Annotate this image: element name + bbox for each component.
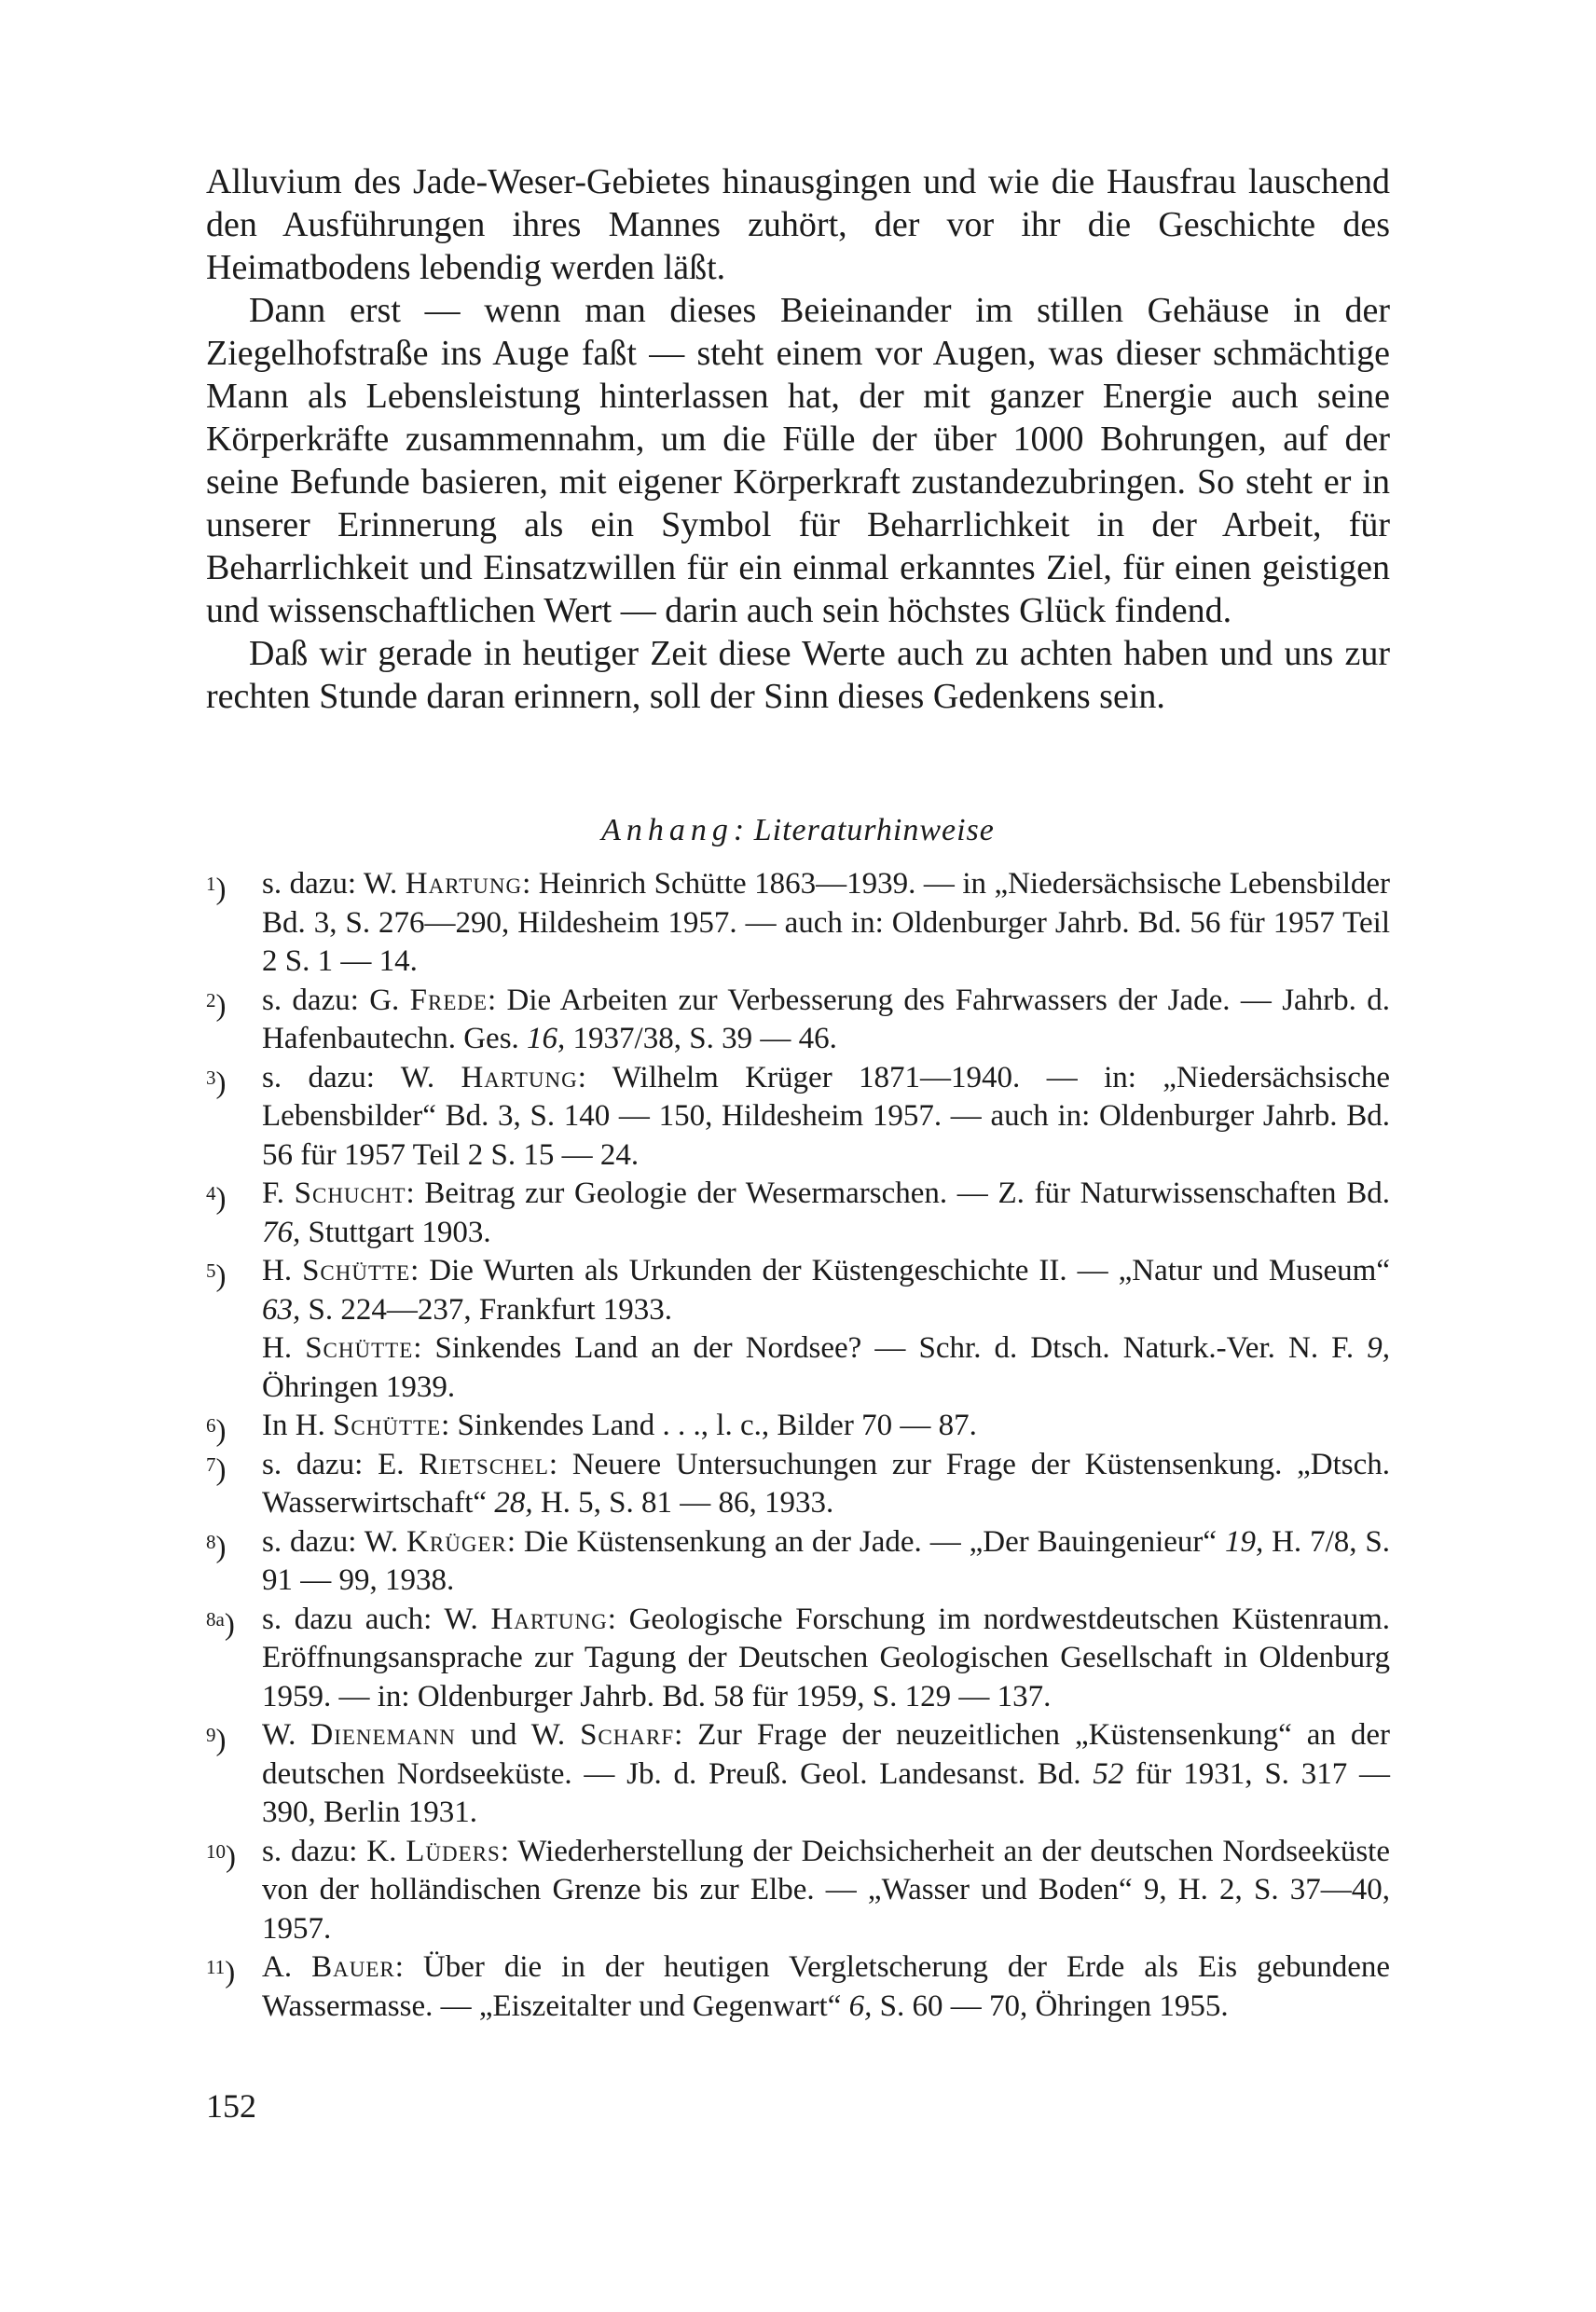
footnote-text: s. dazu: W. — [262, 1060, 461, 1094]
footnote-text: 1937/38, S. 39 — 46. — [565, 1022, 837, 1055]
footnote-text: H. — [262, 1331, 306, 1365]
footnote-text: : Die Wurten als Urkunden der Küstengeschichte II. — „Natur und Museum“ — [410, 1254, 1390, 1287]
footnote-number-value: 4 — [206, 1182, 216, 1204]
footnote-number: $^6$) — [206, 1414, 227, 1448]
footnote-text: : Neuere Untersuchungen zur Frage der Küstensenkung. „Dtsch. Wasserwirtschaft“ — [262, 1447, 1390, 1520]
footnote-text: H. — [262, 1254, 303, 1287]
author-name: Schütte — [302, 1254, 411, 1287]
footnote-text: : Sinkendes Land an der Nordsee? — Schr. d. Dtsch. Naturk.-Ver. N. F. — [413, 1331, 1368, 1365]
footnote-number: $^2$) — [206, 988, 227, 1023]
footnote-text: S. 60 — 70, Öhringen 1955. — [872, 1989, 1229, 2023]
footnote-text: F. — [262, 1177, 295, 1210]
body-text — [206, 160, 1390, 718]
footnote-text: : Sinkendes Land . . ., l. c., Bilder 70 — 87. — [441, 1409, 977, 1442]
page-number: 152 — [206, 2087, 256, 2125]
footnote-number: $^4$) — [206, 1182, 227, 1216]
footnote-list — [206, 865, 1390, 2026]
footnote-text: s. dazu auch: W. — [262, 1602, 491, 1636]
footnote-text: : Beitrag zur Geologie der Wesermarschen. — Z. für Naturwissenschaften Bd. — [406, 1177, 1390, 1210]
footnote — [206, 1059, 1390, 1176]
footnote-text: s. dazu: K. — [262, 1834, 406, 1868]
footnote-text: : Heinrich Schütte 1863—1939. — in „Niedersächsische Lebensbilder Bd. 3, S. 276—290, Hildesheim 1957. — auch in: Oldenburger Jahrb. Bd. 56 für 1957 Teil 2 S. 1 — 14. — [262, 867, 1390, 978]
author-name: Krüger — [406, 1524, 507, 1559]
footnote — [206, 1175, 1390, 1252]
author-name: Bauer — [311, 1950, 395, 1984]
footnote-number-value: 8 — [206, 1530, 216, 1553]
footnote — [206, 1948, 1390, 2026]
footnote-number: $^{10}$) — [206, 1839, 236, 1874]
footnote-text: In H. — [262, 1409, 334, 1442]
footnote-text: s. dazu: G. — [262, 983, 410, 1017]
footnote-number: $^8$) — [206, 1530, 227, 1564]
footnote-number: $^{8a}$) — [206, 1607, 235, 1642]
footnote-text: H. 5, S. 81 — 86, 1933. — [532, 1486, 834, 1520]
author-name: Lüders — [406, 1834, 501, 1868]
footnote-text: Stuttgart 1903. — [300, 1215, 491, 1249]
footnote — [206, 1446, 1390, 1523]
footnote-number-value: 2 — [206, 988, 216, 1012]
author-name: Frede — [409, 983, 488, 1017]
author-name: Schucht — [294, 1177, 406, 1210]
footnote-text: : Geologische Forschung im nordwestdeutschen Küstenraum. Eröffnungsansprache zur Tagung der Deutschen Geologischen Gesellschaft in Oldenburg 1959. — in: Oldenburger Jahrb. Bd. 58 für 1959, S. 129 — 137. — [262, 1602, 1390, 1713]
paragraph: Dann erst — wenn man dieses Beieinander im stillen Gehäuse in der Ziegelhofstraße ins Auge faßt — steht einem vor Augen, was dieser schmächtige Mann als Lebensleistung hinterlassen hat, der mit ganzer Energie auch seine Körperkräfte zusammennahm, um die Fülle der über 1000 Bohrungen, auf der seine Befunde basieren, mit eigener Körperkraft zustandezubringen. So steht er in unserer Erinnerung als ein Symbol für Beharrlichkeit in der Arbeit, für Beharrlichkeit und Einsatzwillen für ein einmal erkanntes Ziel, für einen geistigen und wissenschaftlichen Wert — darin auch sein höchstes Glück findend. — [206, 291, 1390, 630]
footnote-number-value: 5 — [206, 1259, 216, 1282]
footnote-number-value: 11 — [206, 1956, 226, 1978]
author-name: Rietschel — [419, 1447, 549, 1481]
volume-number: 16, — [527, 1022, 566, 1055]
footnote-text: für 1931, S. 317 — 390, Berlin 1931. — [262, 1756, 1390, 1829]
author-name: Hartung — [461, 1060, 578, 1094]
volume-number: 19, — [1224, 1524, 1264, 1559]
footnote-number-value: 7 — [206, 1452, 216, 1476]
footnote-number-value: 6 — [206, 1414, 216, 1437]
volume-number: 52 — [1093, 1756, 1124, 1791]
footnote-text: s. dazu: W. — [262, 1524, 407, 1559]
footnote — [206, 1716, 1390, 1833]
footnote-text: : Die Küstensenkung an der Jade. — „Der Bauingenieur“ — [506, 1524, 1225, 1559]
footnote — [206, 1252, 1390, 1329]
appendix-heading — [206, 813, 1390, 848]
footnote — [206, 982, 1390, 1059]
footnote-number-value: 1 — [206, 873, 216, 895]
appendix-heading-rest: : Literaturhinweise — [733, 813, 995, 847]
author-name: Schütte — [333, 1409, 442, 1442]
footnote-number: $^5$) — [206, 1259, 227, 1293]
footnote — [206, 865, 1390, 982]
footnote-text: : Die Arbeiten zur Verbesserung des Fahrwassers der Jade. — Jahrb. d. Hafenbautechn. Ges. — [262, 983, 1391, 1055]
author-name: Schütte — [305, 1331, 414, 1365]
footnote — [206, 1601, 1390, 1717]
volume-number: 76, — [262, 1215, 301, 1249]
footnote-number-value: 8a — [206, 1607, 225, 1631]
footnote — [206, 1523, 1390, 1601]
author-name: Scharf — [580, 1718, 675, 1752]
footnote-text: : Zur Frage der neuzeitlichen „Küstensenkung“ an der deutschen Nordseeküste. — Jb. d. Preuß. Geol. Landesanst. Bd. — [262, 1718, 1391, 1791]
footnote-number-value: 9 — [206, 1724, 216, 1746]
volume-number: 9, — [1367, 1331, 1390, 1365]
volume-number: 28, — [494, 1486, 533, 1520]
paragraph: Alluvium des Jade-Weser-Gebietes hinausgingen und wie die Hausfrau lauschend den Ausführungen ihres Mannes zuhört, der vor ihr die Geschichte des Heimatbodens lebendig werden läßt. — [206, 162, 1390, 287]
footnote-text: A. — [262, 1950, 312, 1984]
footnote-number: $^7$) — [206, 1452, 227, 1487]
footnote-number: $^9$) — [206, 1724, 227, 1757]
footnote-text: : Wilhelm Krüger 1871—1940. — in: „Niedersächsische Lebensbilder“ Bd. 3, S. 140 — 150, Hildesheim 1957. — auch in: Oldenburger Jahrb. Bd. 56 für 1957 Teil 2 S. 15 — 24. — [262, 1060, 1390, 1172]
footnote-text: H. 7/8, S. 91 — 99, 1938. — [262, 1524, 1390, 1597]
footnote-number: $^1$) — [206, 873, 227, 906]
footnote-number: $^3$) — [206, 1066, 227, 1100]
footnote-text: s. dazu: E. — [262, 1447, 420, 1481]
footnote — [206, 1407, 1390, 1446]
footnote-number-value: 3 — [206, 1066, 216, 1089]
footnote-text: : Wiederherstellung der Deichsicherheit an der deutschen Nordseeküste von der holländischen Grenze bis zur Elbe. — „Wasser und Boden“ 9, H. 2, S. 37—40, 1957. — [262, 1834, 1390, 1946]
volume-number: 63, — [262, 1292, 301, 1327]
footnote-number-value: 10 — [206, 1839, 226, 1863]
footnote-text: S. 224—237, Frankfurt 1933. — [300, 1292, 672, 1327]
footnote-text: und W. — [455, 1718, 581, 1752]
appendix-heading-word: Anhang — [601, 813, 734, 847]
footnote-text: Öhringen 1939. — [262, 1369, 456, 1404]
paragraph: Daß wir gerade in heutiger Zeit diese Werte auch zu achten haben und uns zur rechten Stunde daran erinnern, soll der Sinn dieses Gedenkens sein. — [206, 634, 1390, 716]
footnote-text: : Über die in der heutigen Vergletscherung der Erde als Eis gebundene Wassermasse. — „Eiszeitalter und Gegenwart“ — [262, 1950, 1391, 2023]
footnote-number: $^{11}$) — [206, 1956, 236, 1989]
footnote-continuation — [206, 1329, 1390, 1407]
author-name: Dienemann — [310, 1718, 456, 1752]
volume-number: 6, — [848, 1989, 873, 2023]
footnote-text: W. — [262, 1718, 311, 1752]
footnote — [206, 1833, 1390, 1949]
footnote-text: s. dazu: W. — [262, 867, 406, 901]
author-name: Hartung — [490, 1602, 608, 1636]
author-name: Hartung — [405, 867, 523, 901]
